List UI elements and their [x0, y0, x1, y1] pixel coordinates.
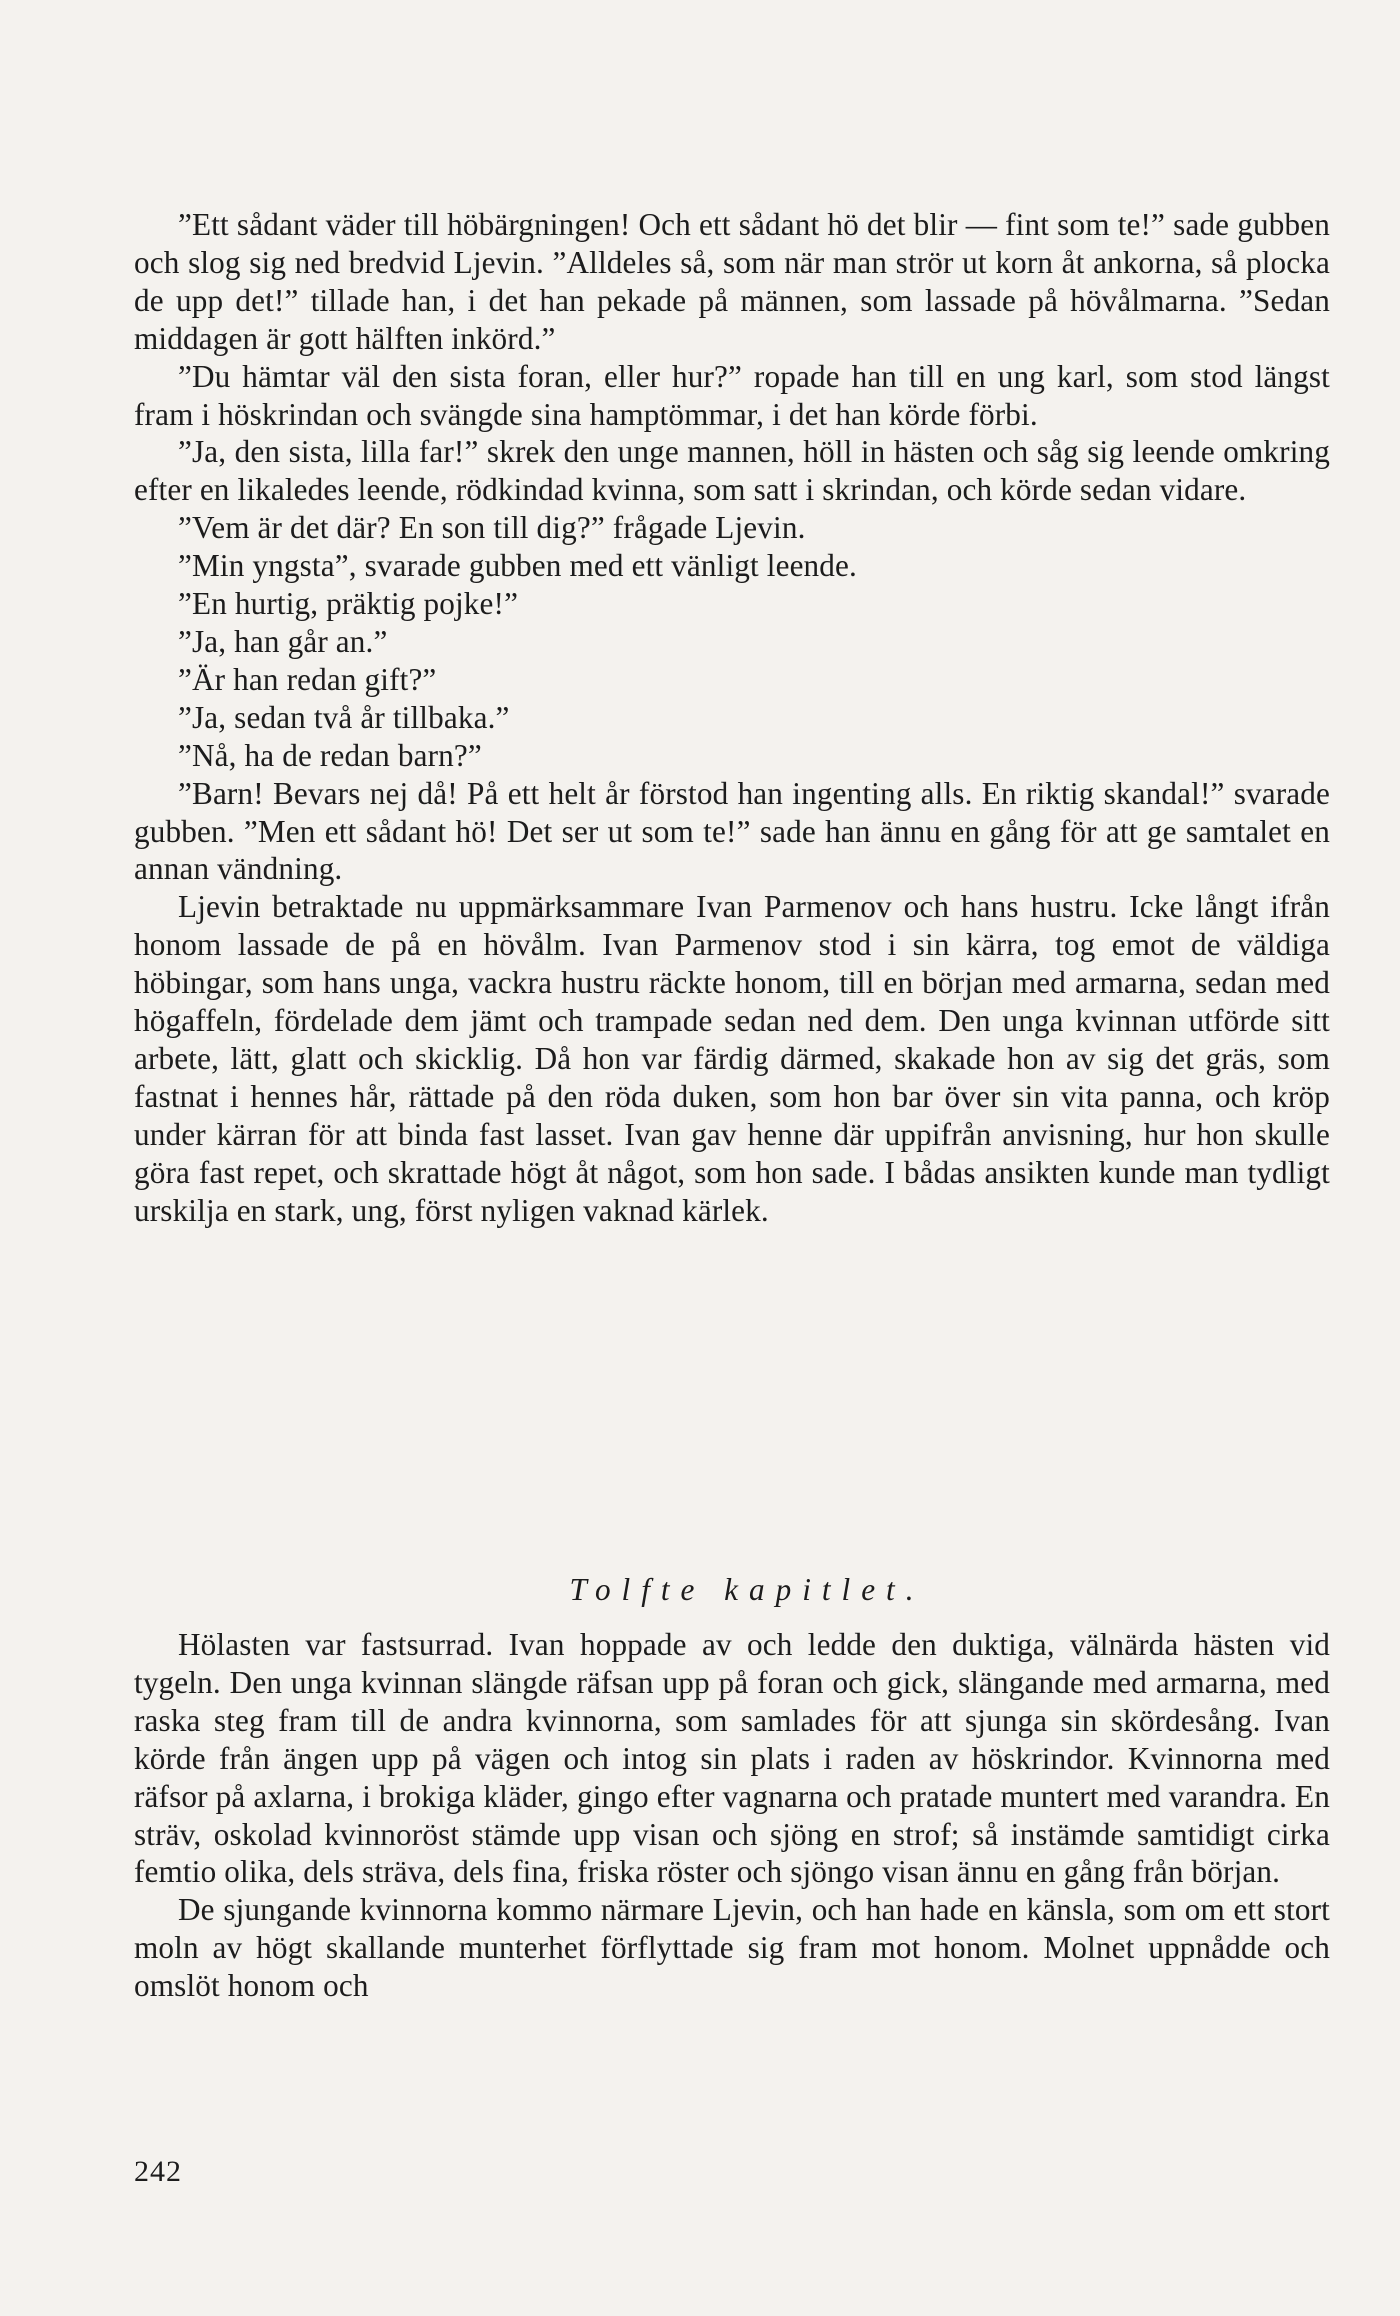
paragraph: ”Ja, sedan två år tillbaka.” — [178, 699, 510, 735]
book-page — [134, 206, 1330, 2226]
paragraph: ”Min yngsta”, svarade gubben med ett vänligt leende. — [178, 548, 857, 584]
paragraph: ”Nå, ha de redan barn?” — [178, 737, 482, 773]
paragraph: Hölasten var fastsurrad. Ivan hoppade av och ledde den duktiga, välnärda hästen vid tygeln. Den unga kvinnan slängde räfsan upp på foran och gick, slängande med armarna, med raska steg fram till de andra kvinnorna, som samlades för att sjunga sin skördesång. Ivan körde från ängen upp på vägen och intog sin plats i raden av höskrindor. Kvinnorna med räfsor på axlarna, i brokiga kläder, gingo efter vagnarna och pratade muntert med varandra. En sträv, oskolad kvinnoröst stämde upp visan och sjöng en strof; så instämde samtidigt cirka femtio olika, dels sträva, dels fina, friska röster och sjöngo visan ännu en gång från början. — [134, 1627, 1330, 1890]
text-block-before-chapter — [134, 206, 1330, 1229]
paragraph: ”Ett sådant väder till höbärgningen! Och ett sådant hö det blir — fint som te!” sade gubben och slog sig ned bredvid Ljevin. ”Alldeles så, som när man strör ut korn åt ankorna, så plocka de upp det!” tillade han, i det han pekade på männen, som lassade på hövålmarna. ”Sedan middagen är gott hälften inkörd.” — [134, 207, 1330, 356]
paragraph: ”Är han redan gift?” — [178, 661, 437, 697]
paragraph: ”Barn! Bevars nej då! På ett helt år förstod han ingenting alls. En riktig skandal!” svarade gubben. ”Men ett sådant hö! Det ser ut som te!” sade han ännu en gång för att ge samtalet en annan vändning. — [134, 775, 1330, 887]
text-block-after-chapter — [134, 1626, 1330, 2005]
paragraph: ”Ja, den sista, lilla far!” skrek den unge mannen, höll in hästen och såg sig leende omkring efter en likaledes leende, rödkindad kvinna, som satt i skrindan, och körde sedan vidare. — [134, 434, 1330, 508]
paragraph: Ljevin betraktade nu uppmärksammare Ivan Parmenov och hans hustru. Icke långt ifrån honom lassade de på en hövålm. Ivan Parmenov stod i sin kärra, tog emot de väldiga höbingar, som hans unga, vackra hustru räckte honom, till en början med armarna, sedan med högaffeln, fördelade dem jämt och trampade sedan ned dem. Den unga kvinnan utförde sitt arbete, lätt, glatt och skicklig. Då hon var färdig därmed, skakade hon av sig det gräs, som fastnat i hennes hår, rättade på den röda duken, som hon bar över sin vita panna, och kröp under kärran för att binda fast lasset. Ivan gav henne där uppifrån anvisning, hur hon skulle göra fast repet, och skrattade högt åt något, som hon sade. I bådas ansikten kunde man tydligt urskilja en stark, ung, först nyligen vaknad kärlek. — [134, 889, 1330, 1228]
paragraph: ”Vem är det där? En son till dig?” frågade Ljevin. — [178, 510, 806, 546]
chapter-heading: Tolfte kapitlet. — [569, 1572, 925, 1607]
paragraph: ”Ja, han går an.” — [178, 623, 388, 659]
paragraph: ”En hurtig, präktig pojke!” — [178, 586, 519, 622]
paragraph: ”Du hämtar väl den sista foran, eller hur?” ropade han till en ung karl, som stod längst fram i höskrindan och svängde sina hamptömmar, i det han körde förbi. — [134, 358, 1330, 432]
page-number: 242 — [134, 2155, 182, 2188]
paragraph: De sjungande kvinnorna kommo närmare Ljevin, och han hade en känsla, som om ett stort moln av högt skallande munterhet förflyttade sig fram mot honom. Molnet uppnådde och omslöt honom och — [134, 1892, 1330, 2004]
